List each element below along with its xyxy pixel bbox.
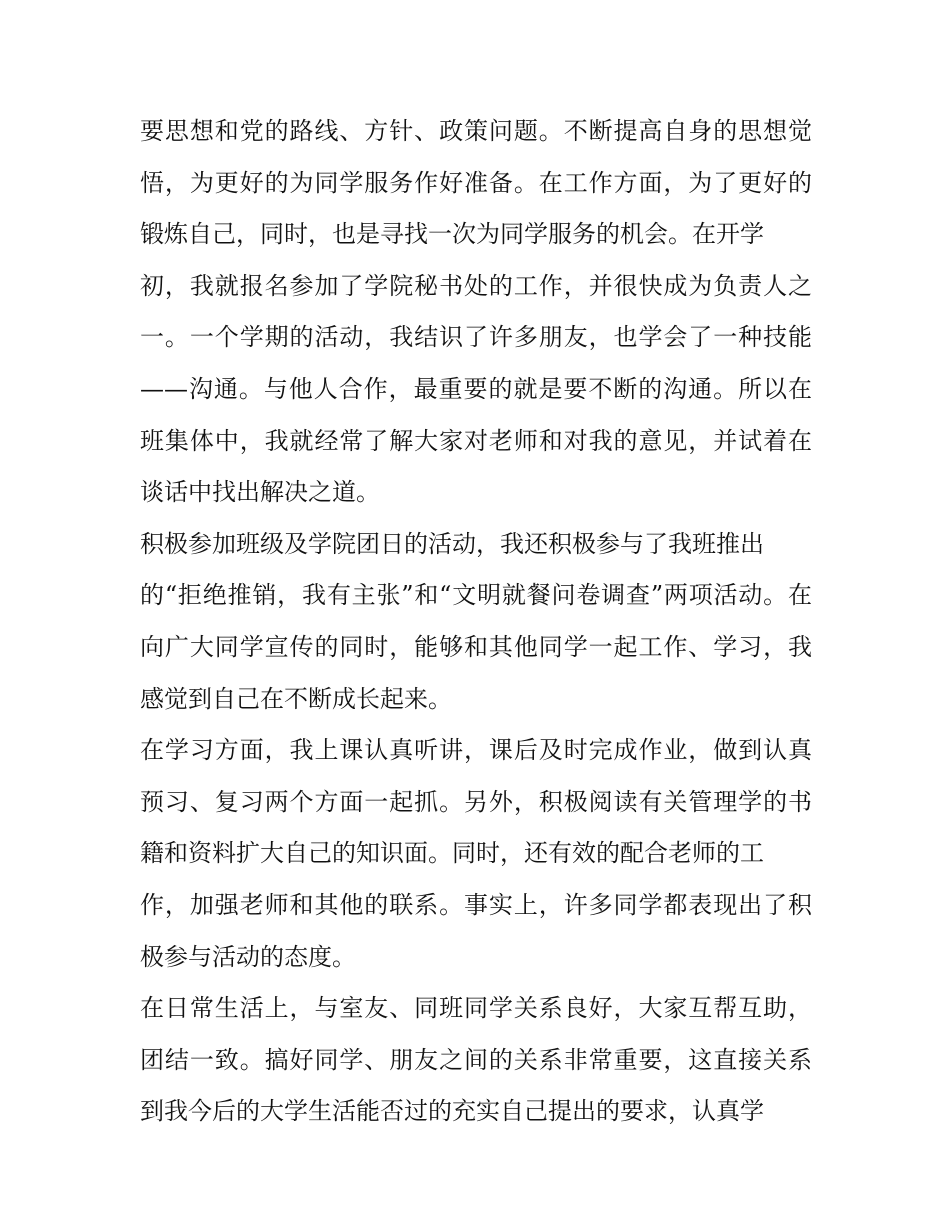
text-line: 要思想和党的路线、方针、政策问题。不断提高自身的思想觉 (140, 117, 812, 145)
text-line: 极参与活动的态度。 (140, 942, 356, 971)
text-line: 初，我就报名参加了学院秘书处的工作，并很快成为负责人之 (140, 271, 812, 300)
document-body (140, 106, 812, 1138)
text-line: 悟，为更好的为同学服务作好准备。在工作方面，为了更好的 (140, 168, 812, 197)
text-line: 团结一致。搞好同学、朋友之间的关系非常重要，这直接关系 (140, 1045, 812, 1074)
text-line: ——沟通。与他人合作，最重要的就是要不断的沟通。所以在 (140, 374, 812, 403)
text-line: 到我今后的大学生活能否过的充实自己提出的要求，认真学 (140, 1097, 764, 1126)
text-line: 在学习方面，我上课认真听讲，课后及时完成作业，做到认真 (140, 736, 812, 765)
text-line: 一。一个学期的活动，我结识了许多朋友，也学会了一种技能 (140, 323, 812, 352)
text-line: 籍和资料扩大自己的知识面。同时，还有效的配合老师的工 (140, 839, 764, 868)
text-line: 在日常生活上，与室友、同班同学关系良好，大家互帮互助， (140, 994, 812, 1023)
text-line: 预习、复习两个方面一起抓。另外，积极阅读有关管理学的书 (140, 787, 812, 816)
text-line: 向广大同学宣传的同时，能够和其他同学一起工作、学习，我 (140, 632, 812, 661)
text-line: 积极参加班级及学院团日的活动，我还积极参与了我班推出 (140, 529, 764, 558)
text-line: 班集体中，我就经常了解大家对老师和对我的意见，并试着在 (140, 426, 812, 455)
text-line: 作，加强老师和其他的联系。事实上，许多同学都表现出了积 (140, 890, 812, 919)
text-line: 感觉到自己在不断成长起来。 (140, 684, 452, 713)
text-line: 锻炼自己，同时，也是寻找一次为同学服务的机会。在开学 (140, 220, 764, 249)
text-line: 谈话中找出解决之道。 (140, 478, 380, 507)
text-line: 的“拒绝推销，我有主张”和“文明就餐问卷调查”两项活动。在 (140, 581, 812, 610)
